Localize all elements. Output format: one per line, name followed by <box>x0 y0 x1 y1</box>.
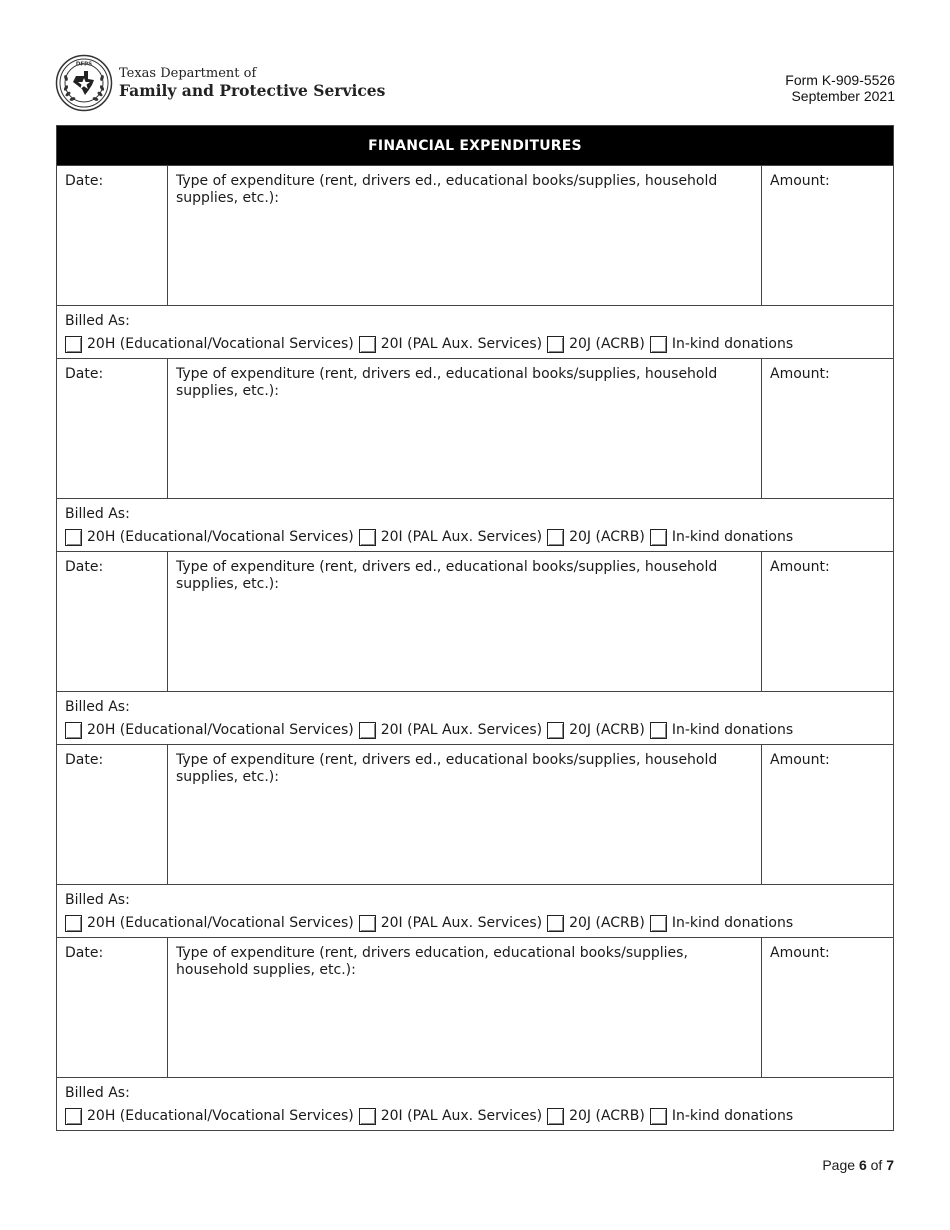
agency-name <box>119 67 385 100</box>
table-title: FINANCIAL EXPENDITURES <box>57 126 893 165</box>
expenditure-type-field-label: Type of expenditure (rent, drivers ed., educational books/supplies, household supplies, etc.): <box>176 173 718 206</box>
amount-field[interactable] <box>762 745 893 884</box>
checkbox[interactable] <box>650 915 667 932</box>
billed-as-row <box>57 305 893 358</box>
option-label: In-kind donations <box>671 529 794 545</box>
billed-as-option[interactable] <box>650 529 793 546</box>
billed-as-option[interactable] <box>547 722 645 739</box>
page-prefix: Page <box>822 1157 856 1173</box>
expenditure-type-field-label: Type of expenditure (rent, drivers education, educational books/supplies, household supplies, etc.): <box>176 945 688 978</box>
expenditure-row <box>57 358 893 498</box>
expenditure-type-field-label: Type of expenditure (rent, drivers ed., educational books/supplies, household supplies, etc.): <box>176 752 718 785</box>
amount-field-label: Amount: <box>770 366 830 382</box>
option-label: In-kind donations <box>671 915 794 931</box>
date-field[interactable] <box>57 938 168 1077</box>
billed-as-option[interactable] <box>650 915 793 932</box>
option-label: 20J (ACRB) <box>569 1108 645 1124</box>
checkbox[interactable] <box>650 722 667 739</box>
date-field[interactable] <box>57 745 168 884</box>
billed-as-label: Billed As: <box>65 506 130 522</box>
form-number: Form K-909-5526 <box>785 72 895 88</box>
expenditure-row <box>57 937 893 1077</box>
billed-as-option[interactable] <box>359 1108 542 1125</box>
agency-name-line1: Texas Department of <box>119 65 257 81</box>
expenditure-type-field-label: Type of expenditure (rent, drivers ed., educational books/supplies, household supplies, etc.): <box>176 559 718 592</box>
expenditure-type-field[interactable] <box>168 166 762 305</box>
checkbox[interactable] <box>650 529 667 546</box>
form-meta <box>785 72 895 104</box>
checkbox[interactable] <box>650 336 667 353</box>
financial-expenditures-table <box>56 125 894 1131</box>
option-label: 20I (PAL Aux. Services) <box>380 336 543 352</box>
checkbox[interactable] <box>547 529 564 546</box>
billed-as-row <box>57 498 893 551</box>
date-field-label: Date: <box>65 752 104 768</box>
expenditure-type-field[interactable] <box>168 745 762 884</box>
expenditure-row <box>57 551 893 691</box>
billed-as-option[interactable] <box>359 722 542 739</box>
dfps-seal-icon <box>55 54 113 112</box>
checkbox[interactable] <box>547 336 564 353</box>
billed-as-option[interactable] <box>650 722 793 739</box>
amount-field-label: Amount: <box>770 752 830 768</box>
checkbox[interactable] <box>547 1108 564 1125</box>
billed-as-option[interactable] <box>359 336 542 353</box>
date-field-label: Date: <box>65 173 104 189</box>
billed-as-options <box>65 529 885 546</box>
amount-field-label: Amount: <box>770 559 830 575</box>
date-field[interactable] <box>57 359 168 498</box>
option-label: 20I (PAL Aux. Services) <box>380 1108 543 1124</box>
billed-as-option[interactable] <box>359 529 542 546</box>
page-footer <box>822 1157 894 1173</box>
option-label: 20J (ACRB) <box>569 915 645 931</box>
checkbox[interactable] <box>359 1108 376 1125</box>
checkbox[interactable] <box>359 722 376 739</box>
billed-as-row <box>57 691 893 744</box>
option-label: 20H (Educational/Vocational Services) <box>87 336 354 352</box>
billed-as-row <box>57 884 893 937</box>
checkbox[interactable] <box>547 722 564 739</box>
billed-as-option[interactable] <box>547 529 645 546</box>
seal-text: DFPS <box>75 61 93 68</box>
billed-as-option[interactable] <box>547 915 645 932</box>
expenditure-type-field[interactable] <box>168 552 762 691</box>
option-label: 20H (Educational/Vocational Services) <box>87 529 354 545</box>
billed-as-option[interactable] <box>65 915 354 932</box>
option-label: 20H (Educational/Vocational Services) <box>87 915 354 931</box>
billed-as-option[interactable] <box>65 336 354 353</box>
option-label: 20I (PAL Aux. Services) <box>380 722 543 738</box>
date-field-label: Date: <box>65 945 104 961</box>
billed-as-option[interactable] <box>65 722 354 739</box>
option-label: 20H (Educational/Vocational Services) <box>87 722 354 738</box>
billed-as-options <box>65 722 885 739</box>
billed-as-options <box>65 1108 885 1125</box>
option-label: 20J (ACRB) <box>569 722 645 738</box>
option-label: 20H (Educational/Vocational Services) <box>87 1108 354 1124</box>
date-field-label: Date: <box>65 366 104 382</box>
billed-as-options <box>65 915 885 932</box>
checkbox[interactable] <box>65 915 82 932</box>
form-date: September 2021 <box>791 88 895 104</box>
option-label: 20I (PAL Aux. Services) <box>380 529 543 545</box>
amount-field-label: Amount: <box>770 173 830 189</box>
entries-container <box>57 165 893 1130</box>
checkbox[interactable] <box>547 915 564 932</box>
date-field[interactable] <box>57 552 168 691</box>
billed-as-row <box>57 1077 893 1130</box>
amount-field[interactable] <box>762 359 893 498</box>
amount-field[interactable] <box>762 166 893 305</box>
checkbox[interactable] <box>359 336 376 353</box>
expenditure-row <box>57 165 893 305</box>
amount-field[interactable] <box>762 938 893 1077</box>
checkbox[interactable] <box>65 336 82 353</box>
checkbox[interactable] <box>359 915 376 932</box>
page-of: of <box>870 1157 883 1173</box>
option-label: In-kind donations <box>671 1108 794 1124</box>
checkbox[interactable] <box>650 1108 667 1125</box>
agency-logo <box>55 54 385 112</box>
billed-as-option[interactable] <box>65 1108 354 1125</box>
date-field-label: Date: <box>65 559 104 575</box>
billed-as-label: Billed As: <box>65 892 130 908</box>
billed-as-label: Billed As: <box>65 699 130 715</box>
billed-as-option[interactable] <box>65 529 354 546</box>
billed-as-option[interactable] <box>547 1108 645 1125</box>
agency-name-line2: Family and Protective Services <box>119 80 386 100</box>
amount-field-label: Amount: <box>770 945 830 961</box>
billed-as-option[interactable] <box>650 336 793 353</box>
option-label: 20I (PAL Aux. Services) <box>380 915 543 931</box>
billed-as-label: Billed As: <box>65 1085 130 1101</box>
page-current: 6 <box>858 1157 867 1173</box>
option-label: In-kind donations <box>671 336 794 352</box>
date-field[interactable] <box>57 166 168 305</box>
billed-as-option[interactable] <box>650 1108 793 1125</box>
checkbox[interactable] <box>65 722 82 739</box>
checkbox[interactable] <box>65 1108 82 1125</box>
expenditure-type-field[interactable] <box>168 938 762 1077</box>
page-total: 7 <box>886 1157 894 1173</box>
checkbox[interactable] <box>359 529 376 546</box>
billed-as-option[interactable] <box>547 336 645 353</box>
option-label: 20J (ACRB) <box>569 529 645 545</box>
billed-as-options <box>65 336 885 353</box>
billed-as-option[interactable] <box>359 915 542 932</box>
checkbox[interactable] <box>65 529 82 546</box>
option-label: In-kind donations <box>671 722 794 738</box>
expenditure-type-field-label: Type of expenditure (rent, drivers ed., educational books/supplies, household supplies, etc.): <box>176 366 718 399</box>
expenditure-row <box>57 744 893 884</box>
expenditure-type-field[interactable] <box>168 359 762 498</box>
option-label: 20J (ACRB) <box>569 336 645 352</box>
amount-field[interactable] <box>762 552 893 691</box>
billed-as-label: Billed As: <box>65 313 130 329</box>
page-header <box>55 54 895 114</box>
